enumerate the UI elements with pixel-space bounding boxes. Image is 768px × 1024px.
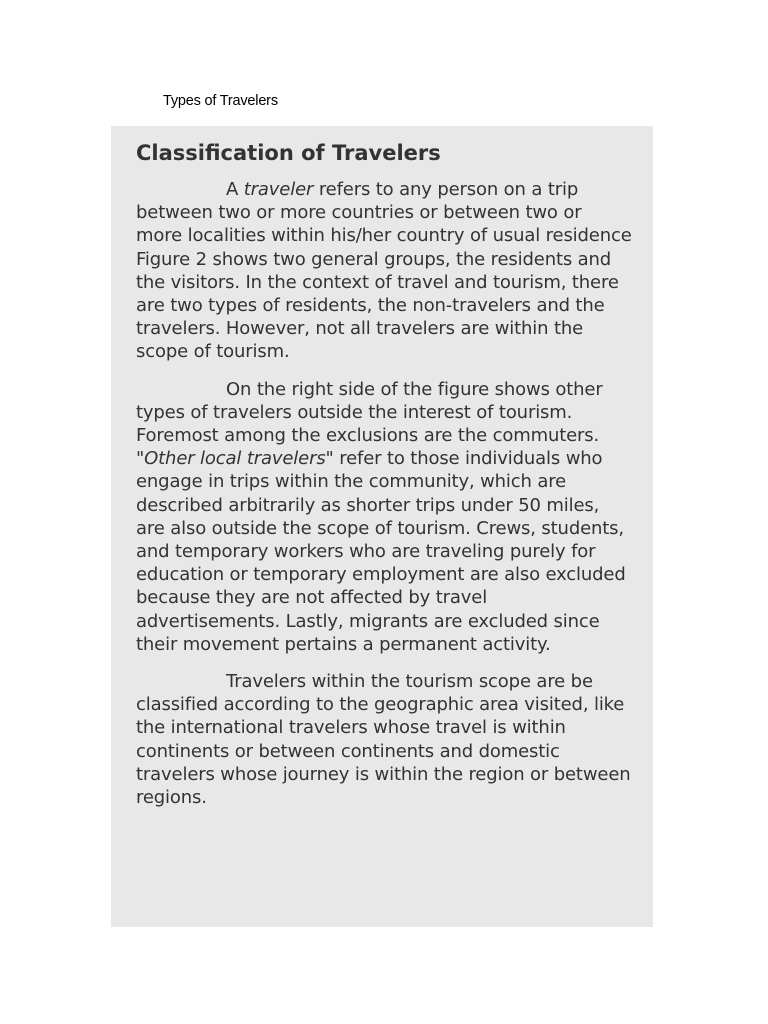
paragraph-2-lead: On the right side of the figure shows other types of travelers outside the interest of tourism. Foremost among the exclusions are the commuters. [136,378,603,447]
paragraph-1-term: traveler [243,179,314,200]
page-title: Types of Travelers [163,93,278,109]
classification-figure [111,126,653,927]
paragraph-excluded-travelers [136,378,633,656]
paragraph-1-rest: refers to any person on a trip between two or more countries or between two or more localities within his/her country of usual residence Figure 2 shows two general groups, the residents and the visitors. In the context of travel and tourism, there are two types of residents, the non-travelers and the travelers. However, not all travelers are within the scope of tourism. [136,179,632,363]
paragraph-2-rest: refer to those individuals who engage in trips within the community, which are described arbitrarily as shorter trips under 50 miles, are also outside the scope of tourism. Crews, students, and temporary workers who are traveling purely for education or temporary employment are also excluded because they are not affected by travel advertisements. Lastly, migrants are excluded since their movement pertains a permanent activity. [136,448,626,655]
figure-title: Classification of Travelers [136,141,441,165]
paragraph-2-term: "Other local travelers" [136,448,334,470]
paragraph-tourism-scope: Travelers within the tourism scope are be classified according to the geographic area visited, like the international travelers whose travel is within continents or between continents and domestic travelers whose journey is within the region or between regions. [136,671,631,809]
paragraph-traveler-definition [136,178,633,364]
paragraph-1-lead: A [226,179,244,200]
